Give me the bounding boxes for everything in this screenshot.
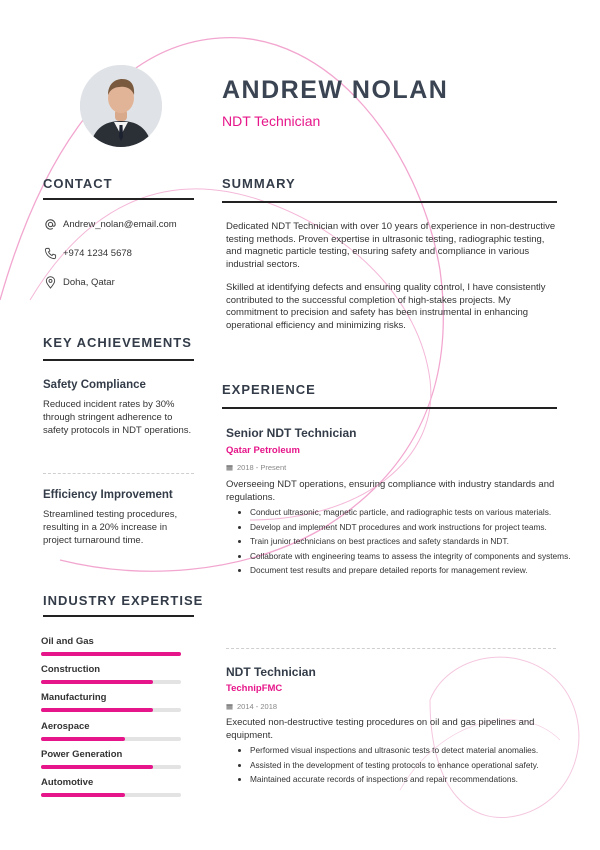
achievements-heading: KEY ACHIEVEMENTS xyxy=(43,335,192,350)
contact-location xyxy=(44,276,115,289)
skill-bar xyxy=(41,652,181,656)
job-bullet: • Document test results and prepare detailed reports for management review. xyxy=(250,565,572,576)
job-bullet: • Conduct ultrasonic, magnetic particle, and radiographic tests on various materials. xyxy=(250,507,572,518)
experience-rule xyxy=(222,407,557,409)
phone-icon xyxy=(44,247,57,260)
contact-heading: CONTACT xyxy=(43,176,113,191)
contact-rule xyxy=(43,198,194,200)
job-dates xyxy=(226,702,277,711)
skill-bar xyxy=(41,680,181,684)
summary-heading: SUMMARY xyxy=(222,176,296,191)
skill-bar xyxy=(41,793,181,797)
job-bullet: • Train junior technicians on best practices and safety standards in NDT. xyxy=(250,536,572,547)
job-bullets xyxy=(236,507,572,580)
job-company: Qatar Petroleum xyxy=(226,445,300,456)
skill-bar xyxy=(41,708,181,712)
candidate-title: NDT Technician xyxy=(222,113,321,129)
job-dates xyxy=(226,463,286,472)
job-title: NDT Technician xyxy=(226,665,316,679)
job-bullets xyxy=(236,745,572,789)
summary-rule xyxy=(222,201,557,203)
contact-email-text[interactable]: Andrew_nolan@email.com xyxy=(63,219,177,230)
job-bullet: • Collaborate with engineering teams to assess the integrity of components and systems. xyxy=(250,551,572,562)
skill-bar-fill xyxy=(41,737,125,741)
skill-bar-fill xyxy=(41,708,153,712)
achievements-rule xyxy=(43,359,194,361)
job-dates-text: 2014 - 2018 xyxy=(237,702,278,711)
contact-email xyxy=(44,218,177,231)
at-icon xyxy=(44,218,57,231)
achievement-text: Streamlined testing procedures, resulting in a 20% increase in project turnaround time. xyxy=(43,509,178,546)
expertise-heading: INDUSTRY EXPERTISE xyxy=(43,593,204,608)
summary-paragraph: Dedicated NDT Technician with over 10 years of experience in non-destructive testing methods. Proven expertise in ultrasonic testing, radiographic testing, and magnetic particle testing, ensuring safety and compliance in various industrial sectors. xyxy=(226,221,556,270)
achievement-title: Efficiency Improvement xyxy=(43,489,173,501)
expertise-rule xyxy=(43,615,194,617)
skill-bar-fill xyxy=(41,680,153,684)
achievement-title: Safety Compliance xyxy=(43,379,146,391)
achievement-divider xyxy=(43,473,194,474)
skill-bar-fill xyxy=(41,652,181,656)
experience-heading: EXPERIENCE xyxy=(222,382,316,397)
job-description: Executed non-destructive testing procedures on oil and gas pipelines and equipment. xyxy=(226,717,535,741)
skill-label: Manufacturing xyxy=(41,692,107,703)
job-bullet: • Maintained accurate records of inspections and repair recommendations. xyxy=(250,774,572,785)
skill-label: Oil and Gas xyxy=(41,636,94,647)
contact-location-text: Doha, Qatar xyxy=(63,277,115,288)
job-dates-text: 2018 - Present xyxy=(237,463,287,472)
job-bullet: • Performed visual inspections and ultrasonic tests to detect material anomalies. xyxy=(250,745,572,756)
calendar-icon xyxy=(226,703,233,710)
calendar-icon xyxy=(226,464,233,471)
job-company: TechnipFMC xyxy=(226,683,283,694)
job-description: Overseeing NDT operations, ensuring compliance with industry standards and regulations. xyxy=(226,479,555,503)
contact-phone-text[interactable]: +974 1234 5678 xyxy=(63,248,132,259)
skill-label: Aerospace xyxy=(41,721,90,732)
skill-bar-fill xyxy=(41,793,125,797)
contact-phone xyxy=(44,247,132,260)
location-icon xyxy=(44,276,57,289)
experience-divider xyxy=(226,648,556,649)
skill-bar xyxy=(41,737,181,741)
skill-label: Power Generation xyxy=(41,749,123,760)
person-avatar-icon xyxy=(80,65,162,147)
profile-photo xyxy=(80,65,162,147)
skill-label: Construction xyxy=(41,664,101,675)
job-title: Senior NDT Technician xyxy=(226,426,357,440)
skill-label: Automotive xyxy=(41,777,94,788)
achievement-text: Reduced incident rates by 30% through stringent adherence to safety protocols in NDT operations. xyxy=(43,399,192,436)
summary-paragraph: Skilled at identifying defects and ensuring quality control, I have consistently contributed to the successful completion of high-stakes projects. My commitment to precision and safety has been instrumental in enhancing operational efficiency and minimizing risks. xyxy=(226,282,546,331)
skill-bar xyxy=(41,765,181,769)
skill-bar-fill xyxy=(41,765,153,769)
summary-text xyxy=(226,221,556,343)
job-bullet: • Assisted in the development of testing protocols to enhance operational safety. xyxy=(250,760,572,771)
candidate-name: ANDREW NOLAN xyxy=(222,76,449,104)
job-bullet: • Develop and implement NDT procedures and work instructions for project teams. xyxy=(250,522,572,533)
